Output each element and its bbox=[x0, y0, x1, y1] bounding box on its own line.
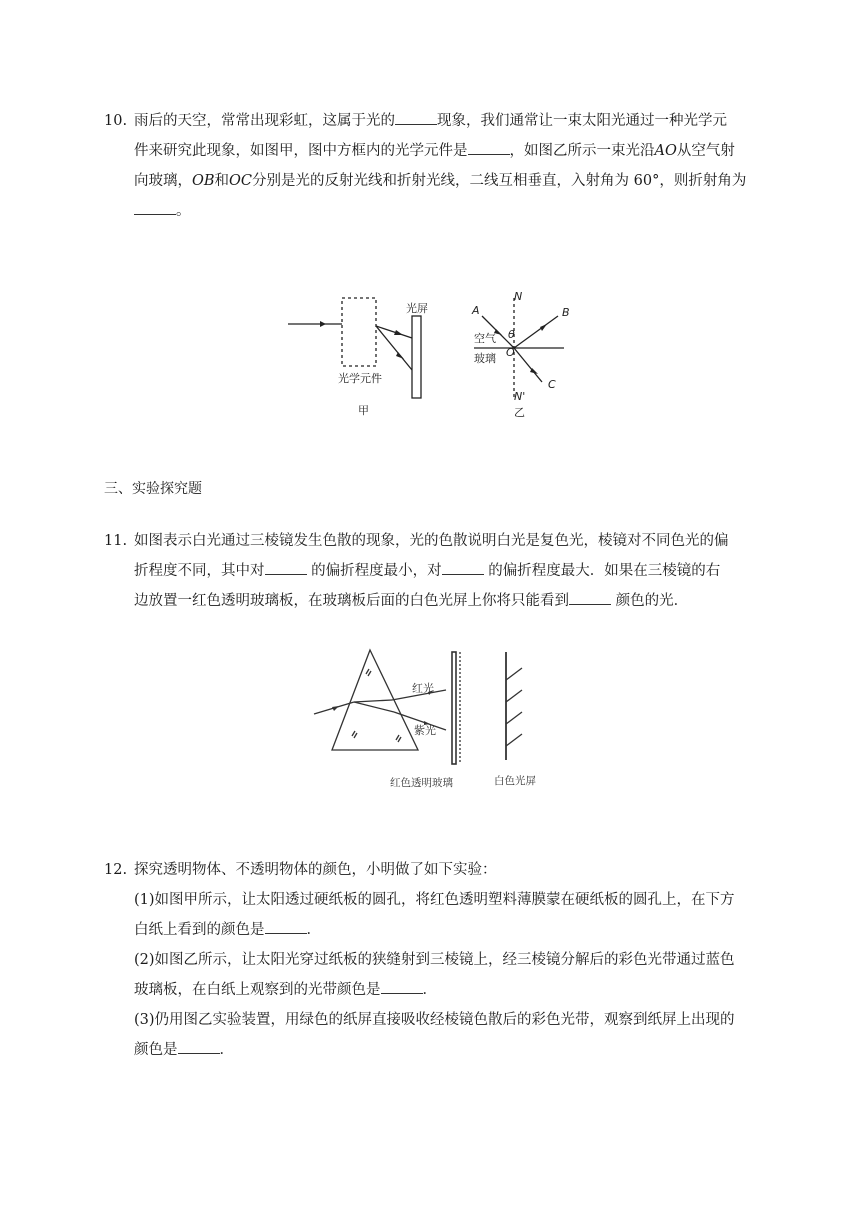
prism bbox=[332, 650, 418, 750]
red-light-label: 红光 bbox=[412, 682, 434, 695]
light-screen bbox=[412, 316, 421, 398]
question-text-line: 。 bbox=[104, 196, 764, 226]
question-10 bbox=[104, 106, 764, 226]
answer-blank[interactable] bbox=[265, 573, 307, 575]
figure-jia-yi bbox=[286, 286, 586, 426]
optical-element-label: 光学元件 bbox=[338, 372, 382, 385]
question-text-line: 件来研究此现象，如图甲，图中方框内的光学元件是 ，如图乙所示一束光沿AO从空气射 bbox=[134, 143, 735, 159]
question-text-line: 折程度不同，其中对 的偏折程度最小，对 的偏折程度最大．如果在三棱镜的右 bbox=[134, 563, 721, 579]
ray-OC bbox=[514, 348, 542, 382]
point-N-prime-label: N' bbox=[514, 390, 526, 403]
purple-light-label: 紫光 bbox=[414, 724, 436, 737]
question-text-line: 边放置一红色透明玻璃板，在玻璃板后面的白色光屏上你将只能看到 颜色的光． bbox=[134, 593, 689, 609]
answer-blank[interactable] bbox=[569, 603, 611, 605]
prism-figure bbox=[312, 644, 552, 794]
screen-label: 光屏 bbox=[406, 302, 428, 315]
optical-element-box bbox=[342, 298, 376, 366]
point-N-label: N bbox=[514, 290, 523, 303]
question-12 bbox=[104, 855, 764, 1065]
figure-yi-label: 乙 bbox=[514, 406, 525, 419]
air-label: 空气 bbox=[474, 332, 496, 345]
sub-question-3: (3)仍用图乙实验装置，用绿色的纸屏直接吸收经棱镜色散后的彩色光带，观察到纸屏上出现的 bbox=[134, 1012, 735, 1028]
glass-label: 玻璃 bbox=[474, 352, 496, 365]
white-screen-label: 白色光屏 bbox=[494, 775, 536, 787]
question-text-line: 雨后的天空，常常出现彩虹，这属于光的 现象，我们通常让一束太阳光通过一种光学元 bbox=[134, 113, 727, 129]
ray-OB bbox=[514, 316, 558, 348]
answer-blank[interactable] bbox=[134, 213, 176, 215]
question-text-line: 白纸上看到的颜色是 ． bbox=[134, 922, 321, 938]
answer-blank[interactable] bbox=[178, 1052, 220, 1054]
answer-blank[interactable] bbox=[265, 932, 307, 934]
point-B-label: B bbox=[562, 306, 570, 319]
point-C-label: C bbox=[548, 378, 556, 391]
sub-question-1: (1)如图甲所示，让太阳透过硬纸板的圆孔，将红色透明塑料薄膜蒙在硬纸板的圆孔上，在下方 bbox=[134, 892, 735, 908]
answer-blank[interactable] bbox=[442, 573, 484, 575]
red-glass-plate bbox=[452, 652, 456, 764]
sub-question-2: (2)如图乙所示，让太阳光穿过纸板的狭缝射到三棱镜上，经三棱镜分解后的彩色光带通过蓝色 bbox=[134, 952, 735, 968]
answer-blank[interactable] bbox=[395, 123, 437, 125]
question-number: 10. bbox=[104, 113, 128, 129]
question-text-line: 颜色是 ． bbox=[134, 1042, 234, 1058]
question-11 bbox=[104, 526, 764, 616]
section-heading: 三、实验探究题 bbox=[104, 481, 202, 497]
theta-label: θ bbox=[508, 328, 515, 341]
question-text-line: 如图表示白光通过三棱镜发生色散的现象，光的色散说明白光是复色光，棱镜对不同色光的偏 bbox=[134, 533, 729, 549]
question-text-line: 向玻璃，OB和OC分别是光的反射光线和折射光线，二线互相垂直，入射角为 60°，则折射角为 bbox=[134, 173, 747, 189]
question-text-line: 探究透明物体、不透明物体的颜色，小明做了如下实验： bbox=[134, 862, 497, 878]
figure-jia-label: 甲 bbox=[358, 404, 369, 417]
answer-blank[interactable] bbox=[381, 992, 423, 994]
question-number: 11. bbox=[104, 533, 128, 549]
answer-blank[interactable] bbox=[468, 153, 510, 155]
point-O-label: O bbox=[506, 346, 515, 359]
question-number: 12. bbox=[104, 862, 128, 878]
point-A-label: A bbox=[472, 304, 480, 317]
question-text-line: 玻璃板，在白纸上观察到的光带颜色是 ． bbox=[134, 982, 437, 998]
red-glass-label: 红色透明玻璃 bbox=[390, 777, 453, 789]
